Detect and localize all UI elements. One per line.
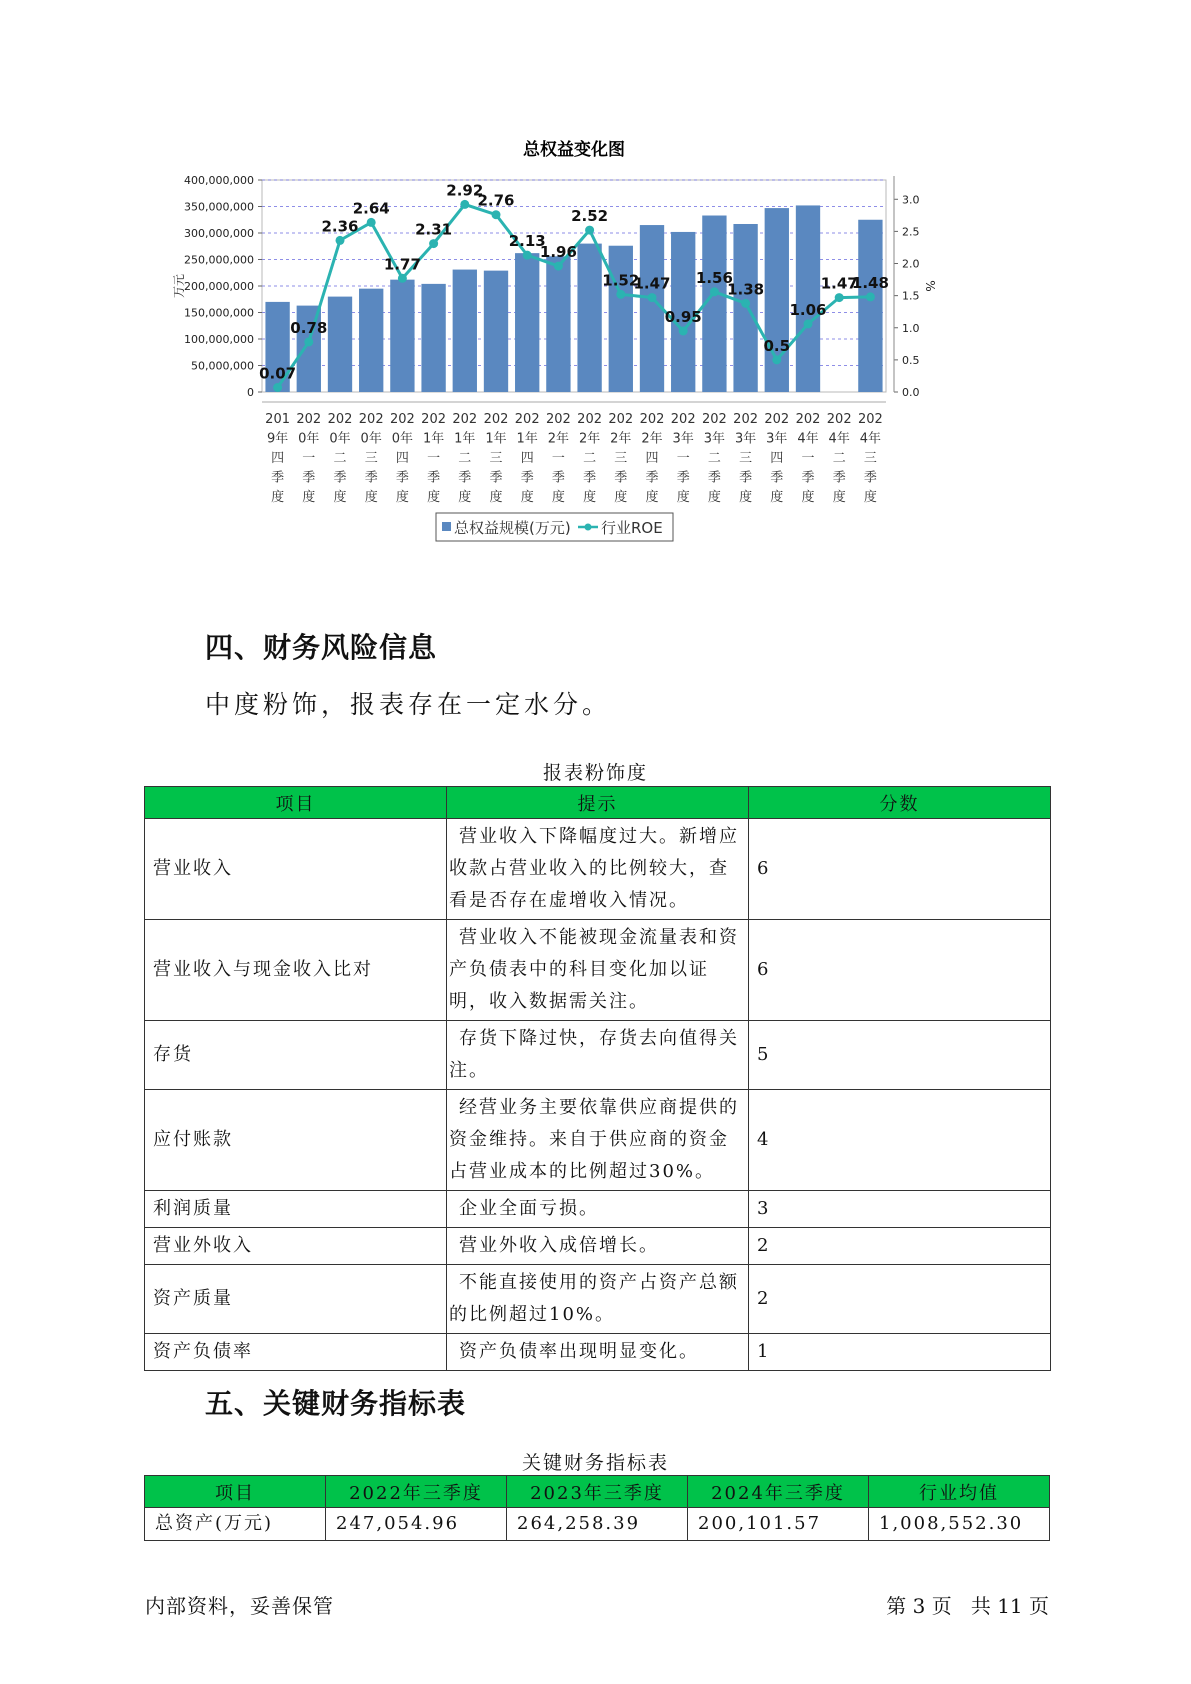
table-row bbox=[145, 1191, 1051, 1228]
risk-score-cell: 6 bbox=[749, 819, 1051, 920]
kfi-header: 2022年三季度 bbox=[326, 1476, 507, 1508]
risk-tip-cell: 存货下降过快，存货去向值得关注。 bbox=[447, 1021, 749, 1090]
kfi-header: 行业均值 bbox=[869, 1476, 1050, 1508]
roe-point bbox=[804, 319, 813, 328]
y-tick-label: 0 bbox=[247, 386, 254, 399]
x-tick-label: 201 9年四季度 bbox=[265, 412, 291, 505]
x-tick-label: 202 4年一季度 bbox=[795, 412, 821, 505]
risk-table bbox=[144, 786, 1051, 1371]
x-tick-label: 202 4年二季度 bbox=[826, 412, 852, 505]
y2-axis-title: % bbox=[923, 280, 937, 292]
roe-data-label: 2.92 bbox=[446, 181, 484, 200]
x-tick-label: 202 2年三季度 bbox=[608, 412, 634, 505]
x-tick-label: 202 2年一季度 bbox=[545, 412, 571, 505]
kfi-header: 项目 bbox=[145, 1476, 326, 1508]
risk-tip-cell: 经营业务主要依靠供应商提供的资金维持。来自于供应商的资金占营业成本的比例超过30%。 bbox=[447, 1090, 749, 1191]
roe-data-label: 0.95 bbox=[664, 307, 702, 326]
header-score: 分数 bbox=[749, 787, 1051, 819]
kfi-header: 2023年三季度 bbox=[507, 1476, 688, 1508]
x-tick-label: 202 1年二季度 bbox=[452, 412, 478, 505]
x-tick-label: 202 1年三季度 bbox=[483, 412, 509, 505]
roe-point bbox=[273, 383, 282, 392]
roe-data-label: 2.31 bbox=[415, 220, 453, 239]
footer-total-suffix: 页 bbox=[1029, 1594, 1049, 1618]
footer-page-prefix: 第 bbox=[886, 1594, 907, 1618]
x-tick-label: 202 2年二季度 bbox=[577, 412, 603, 505]
kfi-cell: 1,008,552.30 bbox=[869, 1508, 1050, 1541]
legend-line-label: 行业ROE bbox=[601, 519, 663, 537]
bar bbox=[359, 289, 383, 392]
x-tick-label: 202 3年二季度 bbox=[701, 412, 727, 505]
equity-chart-svg bbox=[172, 140, 960, 600]
risk-score-cell: 2 bbox=[749, 1265, 1051, 1334]
table-row bbox=[145, 819, 1051, 920]
legend-bar-swatch bbox=[442, 522, 451, 531]
y2-tick-label: 2.5 bbox=[902, 225, 920, 239]
risk-table-header-row bbox=[145, 787, 1051, 819]
roe-data-label: 2.13 bbox=[508, 232, 546, 251]
roe-point bbox=[304, 337, 313, 346]
y-tick-label: 350,000,000 bbox=[184, 200, 254, 214]
risk-item-cell: 营业外收入 bbox=[145, 1228, 447, 1265]
y-tick-label: 50,000,000 bbox=[191, 359, 254, 373]
roe-point bbox=[398, 274, 407, 283]
roe-data-label: 1.47 bbox=[633, 274, 671, 293]
risk-tip-cell: 营业收入下降幅度过大。新增应收款占营业收入的比例较大，查看是否存在虚增收入情况。 bbox=[447, 819, 749, 920]
y2-tick-label: 1.0 bbox=[902, 321, 920, 335]
kfi-table-header-row bbox=[145, 1476, 1050, 1508]
bar bbox=[796, 205, 820, 392]
roe-point bbox=[741, 299, 750, 308]
roe-point bbox=[523, 251, 532, 260]
roe-data-label: 2.52 bbox=[571, 207, 609, 226]
table-row bbox=[145, 1021, 1051, 1090]
legend-line-marker bbox=[585, 524, 592, 531]
y2-tick-label: 0.0 bbox=[902, 386, 920, 399]
roe-data-label: 1.77 bbox=[383, 255, 421, 274]
risk-tip-cell: 营业收入不能被现金流量表和资产负债表中的科目变化加以证明，收入数据需关注。 bbox=[447, 920, 749, 1021]
x-tick-label: 202 3年四季度 bbox=[764, 412, 790, 505]
risk-score-cell: 1 bbox=[749, 1334, 1051, 1371]
risk-score-cell: 6 bbox=[749, 920, 1051, 1021]
roe-data-label: 2.64 bbox=[352, 199, 390, 218]
chart-title: 总权益变化图 bbox=[523, 140, 625, 160]
roe-point bbox=[679, 326, 688, 335]
kfi-table bbox=[144, 1475, 1050, 1541]
footer-confidential-note: 内部资料，妥善保管 bbox=[145, 1594, 334, 1618]
bar bbox=[421, 284, 445, 392]
bar bbox=[328, 297, 352, 392]
footer-page-mid: 页 bbox=[931, 1594, 952, 1618]
bar bbox=[546, 256, 570, 392]
roe-point bbox=[772, 355, 781, 364]
header-tip: 提示 bbox=[447, 787, 749, 819]
header-item: 项目 bbox=[145, 787, 447, 819]
y2-tick-label: 3.0 bbox=[902, 193, 920, 207]
y-tick-label: 250,000,000 bbox=[184, 253, 254, 267]
chart-legend bbox=[436, 513, 673, 541]
bar bbox=[390, 280, 414, 392]
bar bbox=[858, 220, 882, 392]
risk-item-cell: 营业收入与现金收入比对 bbox=[145, 920, 447, 1021]
equity-chart bbox=[172, 140, 960, 600]
risk-tip-cell: 企业全面亏损。 bbox=[447, 1191, 749, 1228]
roe-point bbox=[492, 210, 501, 219]
kfi-cell: 247,054.96 bbox=[326, 1508, 507, 1541]
y-axis-title: 万元 bbox=[172, 273, 186, 299]
table-row bbox=[145, 1508, 1050, 1541]
roe-point bbox=[710, 287, 719, 296]
table-row bbox=[145, 1090, 1051, 1191]
roe-data-label: 1.56 bbox=[695, 268, 733, 287]
y-tick-label: 200,000,000 bbox=[184, 280, 254, 293]
risk-section-heading: 四、财务风险信息 bbox=[205, 631, 438, 664]
risk-item-cell: 资产质量 bbox=[145, 1265, 447, 1334]
y2-tick-label: 1.5 bbox=[902, 289, 920, 303]
bar bbox=[515, 253, 539, 392]
risk-summary: 中度粉饰，报表存在一定水分。 bbox=[205, 690, 612, 719]
footer-page-number bbox=[886, 1590, 1049, 1619]
roe-point bbox=[460, 200, 469, 209]
bar bbox=[577, 244, 601, 392]
roe-point bbox=[616, 290, 625, 299]
kfi-cell: 200,101.57 bbox=[688, 1508, 869, 1541]
x-tick-label: 202 2年四季度 bbox=[639, 412, 665, 505]
roe-data-label: 1.06 bbox=[789, 300, 827, 319]
kfi-header: 2024年三季度 bbox=[688, 1476, 869, 1508]
roe-data-label: 1.52 bbox=[602, 271, 640, 290]
roe-data-label: 0.78 bbox=[290, 318, 328, 337]
bar bbox=[453, 270, 477, 392]
roe-point bbox=[648, 293, 657, 302]
y2-tick-label: 2.0 bbox=[902, 257, 920, 271]
footer-total: 11 bbox=[997, 1594, 1023, 1618]
footer-total-prefix: 共 bbox=[970, 1594, 991, 1618]
risk-item-cell: 应付账款 bbox=[145, 1090, 447, 1191]
table-row bbox=[145, 1265, 1051, 1334]
roe-data-label: 1.47 bbox=[820, 274, 858, 293]
risk-tip-cell: 资产负债率出现明显变化。 bbox=[447, 1334, 749, 1371]
risk-tip-cell: 营业外收入成倍增长。 bbox=[447, 1228, 749, 1265]
bar bbox=[484, 271, 508, 392]
table-row bbox=[145, 920, 1051, 1021]
roe-data-label: 1.48 bbox=[851, 273, 889, 292]
x-tick-label: 202 0年一季度 bbox=[296, 412, 322, 505]
roe-data-label: 1.96 bbox=[539, 243, 577, 262]
risk-tip-cell: 不能直接使用的资产占资产总额的比例超过10%。 bbox=[447, 1265, 749, 1334]
x-tick-label: 202 0年三季度 bbox=[358, 412, 384, 505]
y-tick-label: 150,000,000 bbox=[184, 306, 254, 320]
risk-score-cell: 3 bbox=[749, 1191, 1051, 1228]
y-tick-label: 400,000,000 bbox=[184, 174, 254, 187]
risk-score-cell: 4 bbox=[749, 1090, 1051, 1191]
footer-page: 3 bbox=[912, 1594, 926, 1618]
y2-tick-label: 0.5 bbox=[902, 353, 920, 367]
risk-table-caption: 报表粉饰度 bbox=[542, 762, 648, 784]
roe-point bbox=[429, 239, 438, 248]
x-tick-label: 202 0年二季度 bbox=[327, 412, 353, 505]
roe-point bbox=[866, 292, 875, 301]
roe-data-label: 2.36 bbox=[321, 217, 359, 236]
x-tick-label: 202 4年三季度 bbox=[857, 412, 883, 505]
risk-item-cell: 营业收入 bbox=[145, 819, 447, 920]
risk-score-cell: 5 bbox=[749, 1021, 1051, 1090]
legend-bar-label: 总权益规模(万元) bbox=[454, 519, 571, 537]
roe-point bbox=[554, 262, 563, 271]
risk-score-cell: 2 bbox=[749, 1228, 1051, 1265]
x-tick-label: 202 1年四季度 bbox=[514, 412, 540, 505]
bar bbox=[765, 208, 789, 392]
roe-point bbox=[585, 226, 594, 235]
y-tick-label: 300,000,000 bbox=[184, 227, 254, 240]
kfi-section-heading: 五、关键财务指标表 bbox=[205, 1387, 467, 1420]
bar bbox=[609, 246, 633, 392]
x-tick-label: 202 1年一季度 bbox=[421, 412, 447, 505]
roe-data-label: 0.07 bbox=[259, 364, 297, 383]
roe-point bbox=[835, 293, 844, 302]
table-row bbox=[145, 1334, 1051, 1371]
kfi-cell: 264,258.39 bbox=[507, 1508, 688, 1541]
x-tick-label: 202 3年三季度 bbox=[733, 412, 759, 505]
table-row bbox=[145, 1228, 1051, 1265]
risk-item-cell: 利润质量 bbox=[145, 1191, 447, 1228]
roe-point bbox=[367, 218, 376, 227]
roe-data-label: 1.38 bbox=[727, 280, 765, 299]
bar bbox=[733, 224, 757, 392]
roe-data-label: 0.5 bbox=[763, 336, 791, 355]
roe-point bbox=[336, 236, 345, 245]
x-tick-label: 202 3年一季度 bbox=[670, 412, 696, 505]
kfi-cell: 总资产(万元) bbox=[145, 1508, 326, 1541]
x-tick-label: 202 0年四季度 bbox=[389, 412, 415, 505]
risk-item-cell: 资产负债率 bbox=[145, 1334, 447, 1371]
risk-item-cell: 存货 bbox=[145, 1021, 447, 1090]
kfi-table-caption: 关键财务指标表 bbox=[521, 1452, 669, 1474]
roe-data-label: 2.76 bbox=[477, 191, 515, 210]
y-tick-label: 100,000,000 bbox=[184, 333, 254, 346]
